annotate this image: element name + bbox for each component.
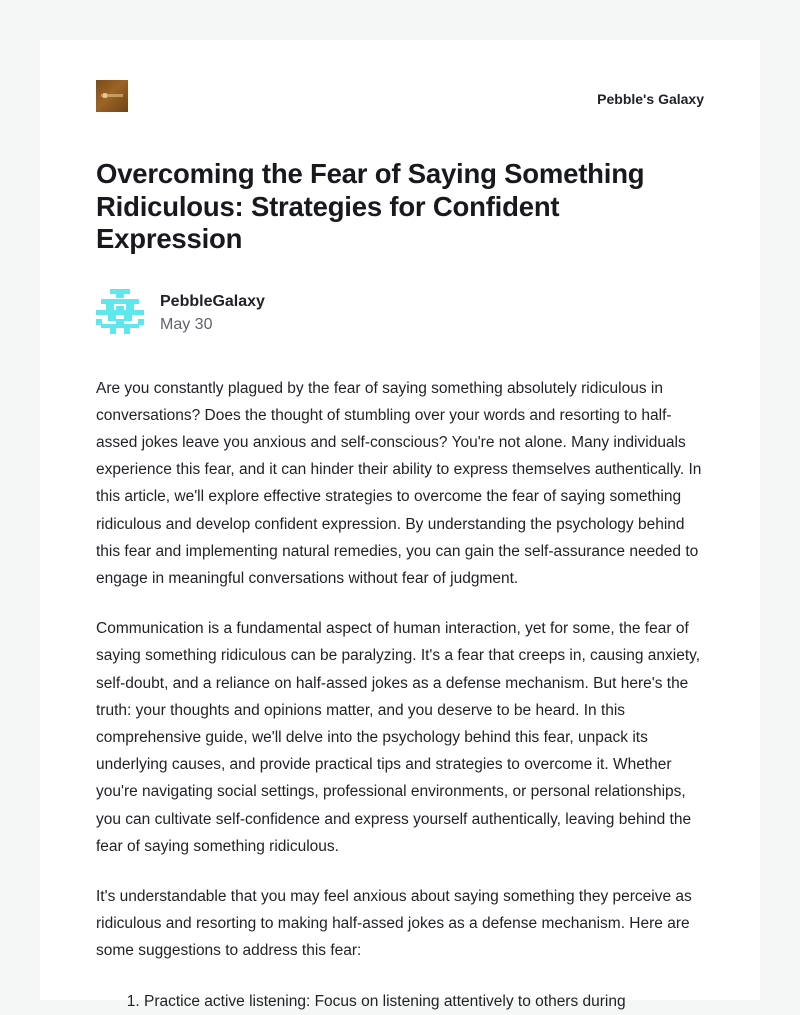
article-container	[96, 80, 704, 1015]
author-meta	[160, 289, 265, 336]
author-byline	[96, 289, 704, 337]
article-paragraph: Are you constantly plagued by the fear of saying something absolutely ridiculous in conversations? Does the thought of stumbling over your words and resorting to half-assed jokes leave you anxious and self-conscious? You're not alone. Many individuals experience this fear, and it can hinder their ability to express themselves authentically. In this article, we'll explore effective strategies to overcome the fear of saying something ridiculous and develop confident expression. By understanding the psychology behind this fear and implementing natural remedies, you can gain the self-assurance needed to engage in meaningful conversations without fear of judgment.	[96, 379, 702, 587]
article-paragraph: It's understandable that you may feel anxious about saying something they perceive as ridiculous and resorting to making half-assed jokes as a defense mechanism. Here are some suggestions to address this fear:	[96, 887, 692, 960]
author-name[interactable]: PebbleGalaxy	[160, 292, 265, 310]
identicon-avatar-icon[interactable]	[96, 289, 144, 337]
article-body	[96, 375, 704, 1015]
logo-dot	[103, 93, 107, 98]
article-title: Overcoming the Fear of Saying Something Ridiculous: Strategies for Confident Expression	[96, 158, 645, 254]
article-card	[40, 40, 760, 1010]
post-date: May 30	[160, 315, 213, 333]
site-header	[96, 80, 704, 112]
site-name-link[interactable]: Pebble's Galaxy	[597, 91, 704, 107]
list-item: 1. Practice active listening: Focus on listening attentively to others during	[144, 988, 704, 1015]
site-logo-icon[interactable]	[96, 80, 128, 112]
article-paragraph: Communication is a fundamental aspect of human interaction, yet for some, the fear of saying something ridiculous can be paralyzing. It's a fear that creeps in, causing anxiety, self-doubt, and a reliance on half-assed jokes as a defense mechanism. But here's the truth: your thoughts and opinions matter, and you deserve to be heard. In this comprehensive guide, we'll delve into the psychology behind this fear, unpack its underlying causes, and provide practical tips and strategies to overcome it. Whether you're navigating social settings, professional environments, or personal relationships, you can cultivate self-confidence and express yourself authentically, leaving behind the fear of saying something ridiculous.	[96, 620, 701, 855]
suggestions-list	[96, 988, 704, 1015]
